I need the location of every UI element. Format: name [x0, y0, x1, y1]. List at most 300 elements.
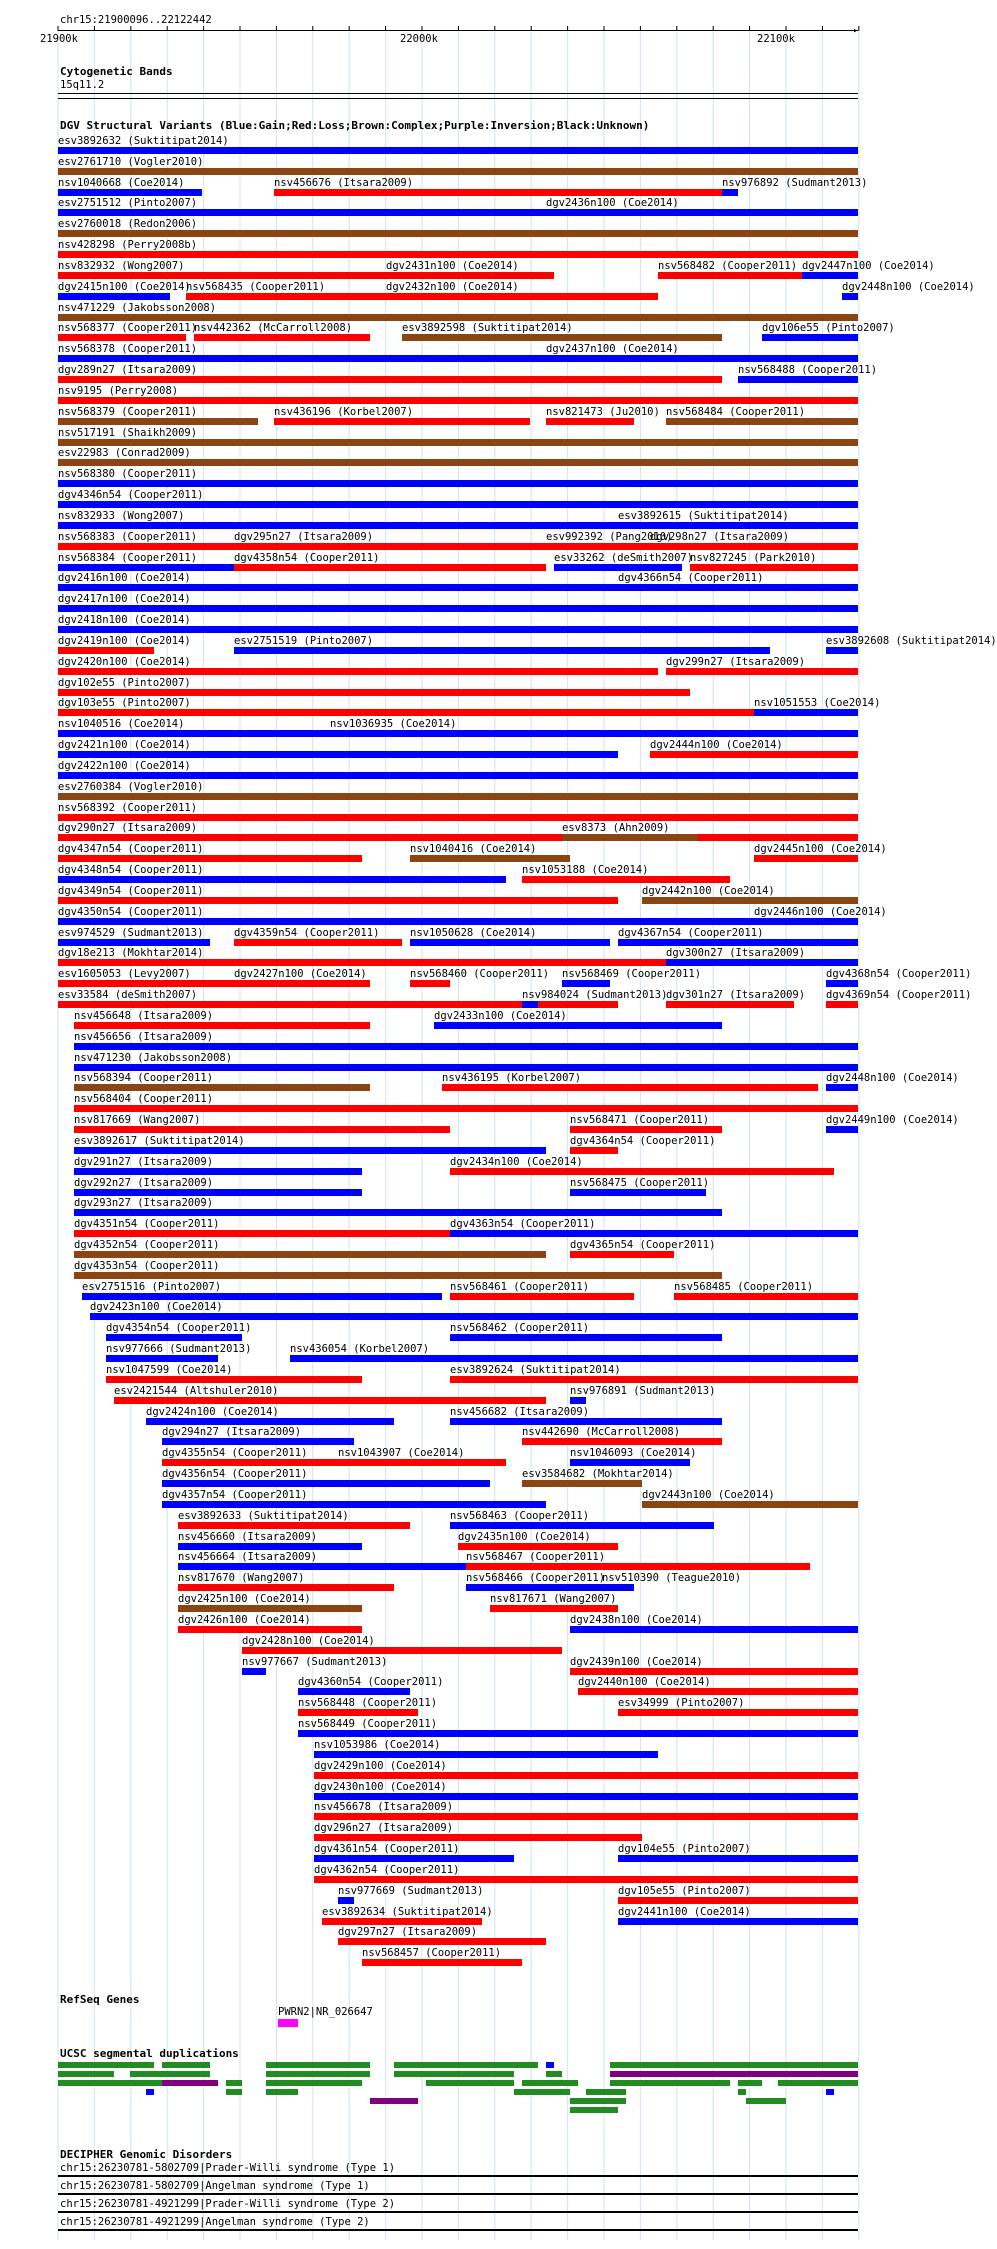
- variant-bar[interactable]: [58, 605, 858, 612]
- variant-bar[interactable]: [58, 980, 234, 987]
- variant-label[interactable]: nsv456656 (Itsara2009): [74, 1031, 214, 1043]
- variant-label[interactable]: dgv2434n100 (Coe2014): [450, 1156, 583, 1168]
- variant-bar[interactable]: [58, 709, 858, 716]
- variant-label[interactable]: dgv293n27 (Itsara2009): [74, 1197, 214, 1209]
- variant-label[interactable]: esv2751516 (Pinto2007): [82, 1281, 222, 1293]
- variant-label[interactable]: dgv2449n100 (Coe2014): [826, 1114, 959, 1126]
- variant-bar[interactable]: [58, 689, 690, 696]
- variant-label[interactable]: dgv4362n54 (Cooper2011): [314, 1864, 460, 1876]
- variant-label[interactable]: dgv4351n54 (Cooper2011): [74, 1218, 220, 1230]
- variant-bar[interactable]: [194, 334, 370, 341]
- variant-label[interactable]: dgv4346n54 (Cooper2011): [58, 489, 204, 501]
- variant-label[interactable]: nsv1050628 (Coe2014): [410, 927, 537, 939]
- variant-label[interactable]: nsv471229 (Jakobsson2008): [58, 302, 217, 314]
- variant-label[interactable]: nsv568435 (Cooper2011): [186, 281, 326, 293]
- variant-label[interactable]: nsv1040668 (Coe2014): [58, 177, 185, 189]
- variant-label[interactable]: nsv1053986 (Coe2014): [314, 1739, 441, 1751]
- segdup-block[interactable]: [610, 2071, 858, 2077]
- variant-bar[interactable]: [674, 1293, 858, 1300]
- variant-label[interactable]: nsv568457 (Cooper2011): [362, 1947, 502, 1959]
- variant-label[interactable]: dgv2422n100 (Coe2014): [58, 760, 191, 772]
- variant-label[interactable]: dgv4368n54 (Cooper2011): [826, 968, 972, 980]
- variant-bar[interactable]: [58, 459, 858, 466]
- variant-label[interactable]: nsv1040516 (Coe2014): [58, 718, 185, 730]
- variant-bar[interactable]: [666, 668, 858, 675]
- variant-label[interactable]: nsv510390 (Teague2010): [602, 1572, 742, 1584]
- segdup-block[interactable]: [522, 2080, 578, 2086]
- variant-bar[interactable]: [314, 1751, 658, 1758]
- variant-label[interactable]: esv2760384 (Vogler2010): [58, 781, 204, 793]
- variant-label[interactable]: dgv4355n54 (Cooper2011): [162, 1447, 308, 1459]
- variant-label[interactable]: nsv821473 (Ju2010): [546, 406, 660, 418]
- variant-bar[interactable]: [690, 564, 858, 571]
- variant-label[interactable]: nsv568383 (Cooper2011): [58, 531, 198, 543]
- variant-label[interactable]: nsv436054 (Korbel2007): [290, 1343, 430, 1355]
- variant-label[interactable]: dgv105e55 (Pinto2007): [618, 1885, 751, 1897]
- variant-label[interactable]: dgv2448n100 (Coe2014): [826, 1072, 959, 1084]
- variant-label[interactable]: nsv568460 (Cooper2011): [410, 968, 550, 980]
- variant-bar[interactable]: [58, 876, 506, 883]
- variant-bar[interactable]: [58, 439, 858, 446]
- variant-bar[interactable]: [58, 189, 202, 196]
- segdup-block[interactable]: [370, 2098, 418, 2104]
- decipher-item[interactable]: chr15:26230781-5802709|Prader-Willi syndrome (Type 1): [60, 2162, 396, 2174]
- variant-bar[interactable]: [722, 189, 738, 196]
- variant-bar[interactable]: [386, 293, 658, 300]
- segdup-block[interactable]: [266, 2071, 370, 2077]
- variant-bar[interactable]: [274, 418, 530, 425]
- variant-label[interactable]: dgv2426n100 (Coe2014): [178, 1614, 311, 1626]
- variant-bar[interactable]: [74, 1084, 370, 1091]
- variant-label[interactable]: dgv2436n100 (Coe2014): [546, 197, 679, 209]
- variant-label[interactable]: dgv104e55 (Pinto2007): [618, 1843, 751, 1855]
- variant-label[interactable]: esv992392 (Pang2010): [546, 531, 673, 543]
- segdup-block[interactable]: [146, 2089, 154, 2095]
- variant-label[interactable]: esv3892598 (Suktitipat2014): [402, 322, 573, 334]
- variant-label[interactable]: dgv2447n100 (Coe2014): [802, 260, 935, 272]
- variant-bar[interactable]: [754, 918, 858, 925]
- variant-label[interactable]: nsv568377 (Cooper2011): [58, 322, 198, 334]
- variant-bar[interactable]: [290, 1355, 858, 1362]
- variant-label[interactable]: esv3584682 (Mokhtar2014): [522, 1468, 674, 1480]
- variant-bar[interactable]: [434, 1022, 722, 1029]
- segdup-block[interactable]: [266, 2080, 362, 2086]
- variant-bar[interactable]: [162, 1459, 338, 1466]
- variant-bar[interactable]: [466, 1584, 602, 1591]
- segdup-block[interactable]: [610, 2062, 746, 2068]
- variant-label[interactable]: dgv2418n100 (Coe2014): [58, 614, 191, 626]
- variant-label[interactable]: dgv2448n100 (Coe2014): [842, 281, 975, 293]
- variant-label[interactable]: nsv436196 (Korbel2007): [274, 406, 414, 418]
- variant-bar[interactable]: [178, 1522, 410, 1529]
- variant-bar[interactable]: [522, 1438, 722, 1445]
- variant-bar[interactable]: [466, 1563, 810, 1570]
- segdup-block[interactable]: [58, 2071, 114, 2077]
- variant-label[interactable]: dgv4366n54 (Cooper2011): [618, 572, 764, 584]
- variant-label[interactable]: nsv977669 (Sudmant2013): [338, 1885, 484, 1897]
- variant-label[interactable]: nsv568475 (Cooper2011): [570, 1177, 710, 1189]
- variant-bar[interactable]: [58, 314, 858, 321]
- variant-label[interactable]: nsv568448 (Cooper2011): [298, 1697, 438, 1709]
- variant-bar[interactable]: [298, 1688, 410, 1695]
- gene-feature-pwrn2[interactable]: [278, 2019, 298, 2027]
- variant-bar[interactable]: [58, 626, 858, 633]
- segdup-block[interactable]: [266, 2089, 298, 2095]
- variant-bar[interactable]: [802, 272, 858, 279]
- variant-label[interactable]: dgv4353n54 (Cooper2011): [74, 1260, 220, 1272]
- gene-label[interactable]: PWRN2|NR_026647: [278, 2006, 373, 2018]
- variant-bar[interactable]: [314, 1855, 514, 1862]
- variant-bar[interactable]: [242, 1668, 266, 1675]
- variant-bar[interactable]: [338, 1459, 506, 1466]
- variant-bar[interactable]: [666, 1001, 794, 1008]
- variant-bar[interactable]: [738, 376, 858, 383]
- variant-label[interactable]: nsv568485 (Cooper2011): [674, 1281, 814, 1293]
- decipher-bar[interactable]: [58, 2229, 858, 2231]
- variant-bar[interactable]: [74, 1022, 370, 1029]
- variant-label[interactable]: nsv568392 (Cooper2011): [58, 802, 198, 814]
- variant-label[interactable]: dgv102e55 (Pinto2007): [58, 677, 191, 689]
- variant-label[interactable]: nsv568384 (Cooper2011): [58, 552, 198, 564]
- variant-label[interactable]: nsv436195 (Korbel2007): [442, 1072, 582, 1084]
- variant-label[interactable]: dgv2433n100 (Coe2014): [434, 1010, 567, 1022]
- variant-label[interactable]: dgv2445n100 (Coe2014): [754, 843, 887, 855]
- variant-bar[interactable]: [570, 1668, 858, 1675]
- variant-label[interactable]: nsv976891 (Sudmant2013): [570, 1385, 716, 1397]
- variant-label[interactable]: dgv2419n100 (Coe2014): [58, 635, 191, 647]
- variant-label[interactable]: nsv456648 (Itsara2009): [74, 1010, 214, 1022]
- variant-label[interactable]: nsv1036935 (Coe2014): [330, 718, 457, 730]
- variant-label[interactable]: dgv290n27 (Itsara2009): [58, 822, 198, 834]
- variant-bar[interactable]: [58, 814, 858, 821]
- variant-bar[interactable]: [234, 939, 402, 946]
- variant-bar[interactable]: [58, 543, 234, 550]
- variant-bar[interactable]: [106, 1334, 242, 1341]
- variant-bar[interactable]: [570, 1626, 858, 1633]
- decipher-bar[interactable]: [58, 2175, 858, 2177]
- variant-bar[interactable]: [826, 1001, 858, 1008]
- variant-bar[interactable]: [602, 1584, 634, 1591]
- variant-bar[interactable]: [314, 1793, 858, 1800]
- segdup-block[interactable]: [58, 2062, 154, 2068]
- variant-bar[interactable]: [58, 834, 858, 841]
- variant-label[interactable]: nsv1040416 (Coe2014): [410, 843, 537, 855]
- variant-label[interactable]: dgv4352n54 (Cooper2011): [74, 1239, 220, 1251]
- segdup-block[interactable]: [130, 2071, 210, 2077]
- variant-bar[interactable]: [642, 1501, 858, 1508]
- segdup-block[interactable]: [266, 2062, 370, 2068]
- variant-label[interactable]: dgv2444n100 (Coe2014): [650, 739, 783, 751]
- variant-bar[interactable]: [410, 855, 570, 862]
- variant-label[interactable]: nsv568404 (Cooper2011): [74, 1093, 214, 1105]
- segdup-block[interactable]: [570, 2098, 626, 2104]
- variant-bar[interactable]: [842, 293, 858, 300]
- variant-bar[interactable]: [330, 730, 858, 737]
- variant-label[interactable]: nsv568379 (Cooper2011): [58, 406, 198, 418]
- variant-label[interactable]: esv1605053 (Levy2007): [58, 968, 191, 980]
- variant-bar[interactable]: [234, 543, 546, 550]
- variant-label[interactable]: nsv817670 (Wang2007): [178, 1572, 305, 1584]
- variant-bar[interactable]: [74, 1251, 546, 1258]
- variant-label[interactable]: nsv1053188 (Coe2014): [522, 864, 649, 876]
- variant-label[interactable]: dgv4357n54 (Cooper2011): [162, 1489, 308, 1501]
- variant-label[interactable]: dgv298n27 (Itsara2009): [650, 531, 790, 543]
- variant-bar[interactable]: [58, 897, 618, 904]
- segdup-block[interactable]: [226, 2080, 242, 2086]
- variant-bar[interactable]: [74, 1189, 362, 1196]
- segdup-block[interactable]: [226, 2089, 242, 2095]
- variant-label[interactable]: esv2421544 (Altshuler2010): [114, 1385, 279, 1397]
- variant-label[interactable]: dgv2420n100 (Coe2014): [58, 656, 191, 668]
- variant-bar[interactable]: [666, 418, 858, 425]
- variant-label[interactable]: dgv2435n100 (Coe2014): [458, 1531, 591, 1543]
- variant-label[interactable]: nsv977667 (Sudmant2013): [242, 1656, 388, 1668]
- variant-label[interactable]: esv3892632 (Suktitipat2014): [58, 135, 229, 147]
- variant-bar[interactable]: [650, 751, 858, 758]
- variant-bar[interactable]: [658, 272, 802, 279]
- variant-bar[interactable]: [178, 1543, 362, 1550]
- variant-label[interactable]: nsv456682 (Itsara2009): [450, 1406, 590, 1418]
- variant-bar[interactable]: [450, 1168, 834, 1175]
- variant-bar[interactable]: [178, 1605, 362, 1612]
- variant-bar[interactable]: [314, 1876, 858, 1883]
- variant-label[interactable]: esv2751519 (Pinto2007): [234, 635, 374, 647]
- variant-bar[interactable]: [58, 647, 154, 654]
- variant-label[interactable]: esv3892633 (Suktitipat2014): [178, 1510, 349, 1522]
- variant-label[interactable]: dgv2438n100 (Coe2014): [570, 1614, 703, 1626]
- segdup-block[interactable]: [738, 2089, 746, 2095]
- variant-bar[interactable]: [362, 1959, 522, 1966]
- variant-bar[interactable]: [666, 959, 858, 966]
- variant-bar[interactable]: [162, 1501, 546, 1508]
- variant-bar[interactable]: [546, 543, 650, 550]
- variant-bar[interactable]: [762, 334, 858, 341]
- variant-bar[interactable]: [450, 1334, 722, 1341]
- variant-bar[interactable]: [234, 980, 370, 987]
- variant-label[interactable]: nsv568449 (Cooper2011): [298, 1718, 438, 1730]
- variant-bar[interactable]: [754, 709, 858, 716]
- variant-label[interactable]: esv8373 (Ahn2009): [562, 822, 670, 834]
- variant-label[interactable]: dgv4369n54 (Cooper2011): [826, 989, 972, 1001]
- variant-bar[interactable]: [114, 1397, 546, 1404]
- variant-label[interactable]: dgv296n27 (Itsara2009): [314, 1822, 454, 1834]
- variant-bar[interactable]: [570, 1147, 618, 1154]
- variant-bar[interactable]: [178, 1563, 466, 1570]
- segdup-block[interactable]: [778, 2080, 858, 2086]
- variant-bar[interactable]: [58, 251, 858, 258]
- variant-bar[interactable]: [490, 1605, 618, 1612]
- variant-bar[interactable]: [74, 1272, 722, 1279]
- variant-label[interactable]: dgv2423n100 (Coe2014): [90, 1301, 223, 1313]
- variant-bar[interactable]: [162, 1438, 354, 1445]
- variant-label[interactable]: nsv568467 (Cooper2011): [466, 1551, 606, 1563]
- variant-bar[interactable]: [58, 751, 618, 758]
- variant-bar[interactable]: [322, 1918, 482, 1925]
- variant-label[interactable]: dgv2416n100 (Coe2014): [58, 572, 191, 584]
- variant-bar[interactable]: [554, 564, 682, 571]
- variant-label[interactable]: nsv568488 (Cooper2011): [738, 364, 878, 376]
- variant-bar[interactable]: [522, 876, 730, 883]
- variant-bar[interactable]: [410, 939, 610, 946]
- variant-label[interactable]: dgv2437n100 (Coe2014): [546, 343, 679, 355]
- decipher-item[interactable]: chr15:26230781-4921299|Angelman syndrome (Type 2): [60, 2216, 370, 2228]
- variant-bar[interactable]: [242, 1647, 562, 1654]
- variant-label[interactable]: dgv297n27 (Itsara2009): [338, 1926, 478, 1938]
- decipher-bar[interactable]: [58, 2193, 858, 2195]
- variant-bar[interactable]: [58, 376, 722, 383]
- segdup-block[interactable]: [738, 2080, 762, 2086]
- variant-label[interactable]: dgv291n27 (Itsara2009): [74, 1156, 214, 1168]
- variant-bar[interactable]: [314, 1834, 642, 1841]
- variant-bar[interactable]: [58, 272, 386, 279]
- variant-label[interactable]: nsv568484 (Cooper2011): [666, 406, 806, 418]
- variant-bar[interactable]: [314, 1772, 858, 1779]
- variant-label[interactable]: dgv2430n100 (Coe2014): [314, 1781, 447, 1793]
- variant-bar[interactable]: [618, 1918, 858, 1925]
- variant-label[interactable]: nsv456678 (Itsara2009): [314, 1801, 454, 1813]
- variant-bar[interactable]: [754, 855, 858, 862]
- variant-bar[interactable]: [450, 1418, 722, 1425]
- variant-label[interactable]: nsv471230 (Jakobsson2008): [74, 1052, 233, 1064]
- variant-label[interactable]: dgv4350n54 (Cooper2011): [58, 906, 204, 918]
- variant-label[interactable]: dgv2432n100 (Coe2014): [386, 281, 519, 293]
- variant-bar[interactable]: [618, 522, 858, 529]
- variant-bar[interactable]: [74, 1126, 450, 1133]
- variant-bar[interactable]: [570, 1397, 586, 1404]
- variant-bar[interactable]: [578, 1688, 858, 1695]
- variant-bar[interactable]: [58, 772, 858, 779]
- variant-label[interactable]: dgv300n27 (Itsara2009): [666, 947, 806, 959]
- segdup-block[interactable]: [826, 2089, 834, 2095]
- variant-bar[interactable]: [178, 1626, 362, 1633]
- variant-bar[interactable]: [58, 334, 186, 341]
- variant-bar[interactable]: [58, 730, 330, 737]
- variant-bar[interactable]: [74, 1147, 546, 1154]
- variant-label[interactable]: nsv568482 (Cooper2011): [658, 260, 798, 272]
- variant-label[interactable]: dgv2443n100 (Coe2014): [642, 1489, 775, 1501]
- variant-bar[interactable]: [58, 855, 362, 862]
- variant-label[interactable]: esv974529 (Sudmant2013): [58, 927, 204, 939]
- variant-label[interactable]: dgv4360n54 (Cooper2011): [298, 1676, 444, 1688]
- variant-bar[interactable]: [338, 1897, 354, 1904]
- variant-label[interactable]: dgv2428n100 (Coe2014): [242, 1635, 375, 1647]
- variant-bar[interactable]: [618, 1855, 858, 1862]
- variant-label[interactable]: dgv4354n54 (Cooper2011): [106, 1322, 252, 1334]
- variant-label[interactable]: nsv977666 (Sudmant2013): [106, 1343, 252, 1355]
- variant-label[interactable]: dgv2421n100 (Coe2014): [58, 739, 191, 751]
- variant-label[interactable]: nsv832932 (Wong2007): [58, 260, 185, 272]
- decipher-item[interactable]: chr15:26230781-4921299|Prader-Willi syndrome (Type 2): [60, 2198, 396, 2210]
- variant-label[interactable]: nsv984024 (Sudmant2013): [522, 989, 668, 1001]
- variant-label[interactable]: dgv4359n54 (Cooper2011): [234, 927, 380, 939]
- variant-bar[interactable]: [450, 1230, 858, 1237]
- variant-label[interactable]: dgv2427n100 (Coe2014): [234, 968, 367, 980]
- segdup-block[interactable]: [570, 2107, 618, 2113]
- variant-label[interactable]: nsv568469 (Cooper2011): [562, 968, 702, 980]
- variant-bar[interactable]: [298, 1730, 858, 1737]
- variant-label[interactable]: dgv4367n54 (Cooper2011): [618, 927, 764, 939]
- variant-label[interactable]: esv3892634 (Suktitipat2014): [322, 1906, 493, 1918]
- variant-label[interactable]: nsv1047599 (Coe2014): [106, 1364, 233, 1376]
- variant-label[interactable]: nsv456664 (Itsara2009): [178, 1551, 318, 1563]
- variant-bar[interactable]: [146, 1418, 394, 1425]
- segdup-block[interactable]: [746, 2098, 786, 2104]
- variant-bar[interactable]: [58, 939, 210, 946]
- variant-label[interactable]: dgv295n27 (Itsara2009): [234, 531, 374, 543]
- variant-bar[interactable]: [570, 1459, 690, 1466]
- variant-label[interactable]: dgv2425n100 (Coe2014): [178, 1593, 311, 1605]
- variant-label[interactable]: nsv1051553 (Coe2014): [754, 697, 881, 709]
- segdup-block[interactable]: [426, 2080, 514, 2086]
- variant-label[interactable]: dgv292n27 (Itsara2009): [74, 1177, 214, 1189]
- variant-bar[interactable]: [650, 543, 858, 550]
- variant-label[interactable]: dgv2417n100 (Coe2014): [58, 593, 191, 605]
- variant-bar[interactable]: [402, 334, 722, 341]
- variant-label[interactable]: nsv568461 (Cooper2011): [450, 1281, 590, 1293]
- variant-label[interactable]: nsv568378 (Cooper2011): [58, 343, 198, 355]
- segdup-block[interactable]: [546, 2071, 562, 2077]
- variant-bar[interactable]: [178, 1584, 394, 1591]
- variant-label[interactable]: nsv9195 (Perry2008): [58, 385, 179, 397]
- variant-label[interactable]: dgv4348n54 (Cooper2011): [58, 864, 204, 876]
- variant-bar[interactable]: [522, 1480, 642, 1487]
- variant-bar[interactable]: [546, 418, 634, 425]
- variant-label[interactable]: nsv568463 (Cooper2011): [450, 1510, 590, 1522]
- variant-label[interactable]: dgv294n27 (Itsara2009): [162, 1426, 302, 1438]
- variant-label[interactable]: esv3892617 (Suktitipat2014): [74, 1135, 245, 1147]
- variant-bar[interactable]: [58, 668, 658, 675]
- variant-label[interactable]: nsv817669 (Wang2007): [74, 1114, 201, 1126]
- variant-label[interactable]: dgv4358n54 (Cooper2011): [234, 552, 380, 564]
- variant-label[interactable]: dgv18e213 (Mokhtar2014): [58, 947, 204, 959]
- variant-label[interactable]: esv33584 (deSmith2007): [58, 989, 198, 1001]
- variant-label[interactable]: dgv4361n54 (Cooper2011): [314, 1843, 460, 1855]
- variant-bar[interactable]: [58, 564, 234, 571]
- variant-bar[interactable]: [618, 584, 858, 591]
- variant-bar[interactable]: [546, 355, 858, 362]
- variant-bar[interactable]: [74, 1064, 858, 1071]
- variant-bar[interactable]: [826, 1126, 858, 1133]
- variant-label[interactable]: nsv568471 (Cooper2011): [570, 1114, 710, 1126]
- variant-label[interactable]: dgv103e55 (Pinto2007): [58, 697, 191, 709]
- variant-bar[interactable]: [58, 147, 858, 154]
- variant-bar[interactable]: [74, 1105, 858, 1112]
- variant-bar[interactable]: [826, 1084, 858, 1091]
- variant-bar[interactable]: [58, 397, 858, 404]
- segdup-block[interactable]: [394, 2071, 514, 2077]
- variant-bar[interactable]: [442, 1084, 818, 1091]
- variant-bar[interactable]: [58, 230, 858, 237]
- variant-label[interactable]: nsv1046093 (Coe2014): [570, 1447, 697, 1459]
- variant-label[interactable]: esv3892624 (Suktitipat2014): [450, 1364, 621, 1376]
- variant-label[interactable]: nsv976892 (Sudmant2013): [722, 177, 868, 189]
- variant-label[interactable]: nsv568394 (Cooper2011): [74, 1072, 214, 1084]
- variant-bar[interactable]: [642, 897, 858, 904]
- variant-label[interactable]: esv2761710 (Vogler2010): [58, 156, 204, 168]
- segdup-block[interactable]: [58, 2080, 162, 2086]
- variant-label[interactable]: dgv4356n54 (Cooper2011): [162, 1468, 308, 1480]
- variant-label[interactable]: nsv517191 (Shaikh2009): [58, 427, 198, 439]
- variant-label[interactable]: esv22983 (Conrad2009): [58, 447, 191, 459]
- variant-bar[interactable]: [570, 1126, 722, 1133]
- variant-label[interactable]: nsv568462 (Cooper2011): [450, 1322, 590, 1334]
- variant-bar[interactable]: [58, 501, 858, 508]
- variant-label[interactable]: dgv289n27 (Itsara2009): [58, 364, 198, 376]
- variant-bar[interactable]: [338, 1938, 546, 1945]
- variant-bar[interactable]: [58, 480, 858, 487]
- variant-label[interactable]: dgv2442n100 (Coe2014): [642, 885, 775, 897]
- variant-label[interactable]: nsv832933 (Wong2007): [58, 510, 185, 522]
